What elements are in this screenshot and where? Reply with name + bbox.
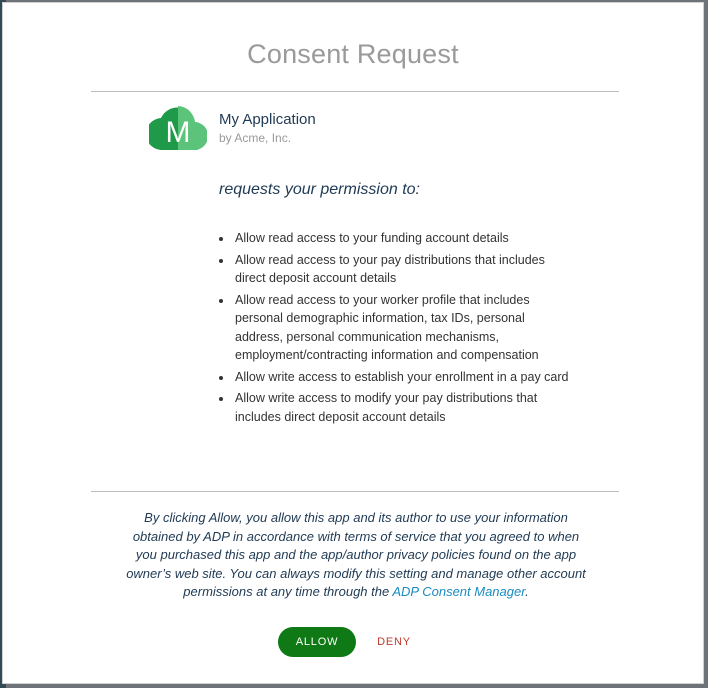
bottom-divider [91, 491, 619, 492]
adp-consent-manager-link[interactable]: ADP Consent Manager [392, 584, 526, 600]
consent-notice-end: . [525, 584, 529, 600]
permission-item: • Allow read access to your pay distributions that includes direct deposit account details [233, 251, 573, 288]
permission-item: • Allow read access to your worker profile that includes personal demographic information, tax IDs, personal address, personal communication mechanisms, employment/contracting information and compensation [233, 291, 573, 365]
app-logo-letter: M [165, 116, 191, 149]
app-logo-cloud-icon [149, 104, 207, 150]
consent-notice [123, 509, 589, 602]
allow-button[interactable]: ALLOW [278, 627, 356, 657]
consent-dialog [2, 2, 704, 684]
top-divider [91, 91, 619, 92]
permission-list [215, 229, 573, 429]
app-author: by Acme, Inc. [219, 131, 292, 145]
permission-item: • Allow read access to your funding account details [233, 229, 573, 248]
permission-item: • Allow write access to establish your enrollment in a pay card [233, 368, 573, 387]
permission-item: • Allow write access to modify your pay distributions that includes direct deposit account details [233, 389, 573, 426]
requests-permission-label: requests your permission to: [219, 181, 420, 198]
deny-button[interactable]: DENY [363, 627, 425, 657]
app-name: My Application [219, 111, 316, 128]
dialog-title: Consent Request [247, 39, 459, 69]
consent-notice-text: By clicking Allow, you allow this app and its author to use your information obtained by ADP in accordance with terms of service that you agreed to when you purchased this app and the app/author privacy policies found on the app owner’s web site. You can always modify this setting and manage other account permissions at any time through the [126, 510, 586, 600]
